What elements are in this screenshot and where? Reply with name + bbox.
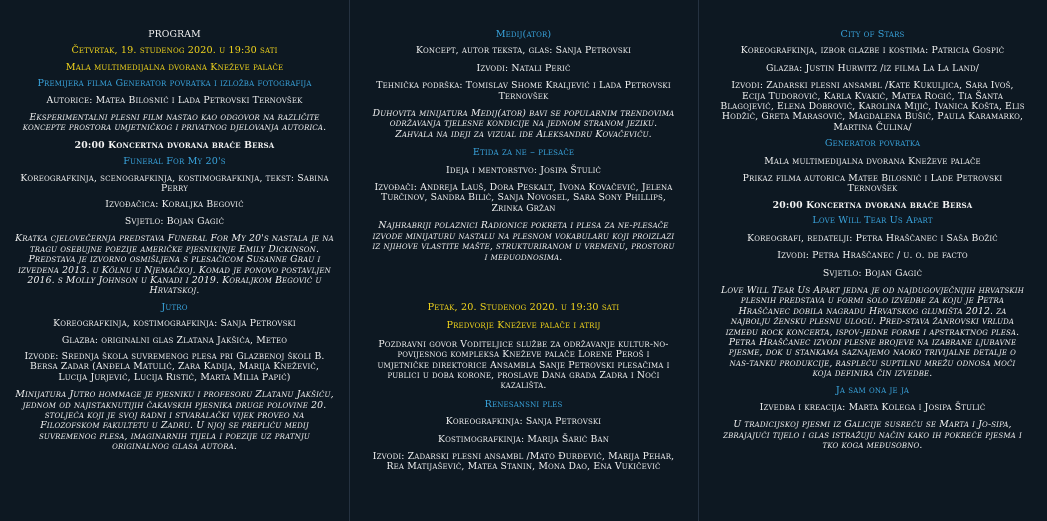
generator-time: 20:00 Koncertna dvorana braće Bersa: [772, 199, 973, 211]
etida-performers: Izvođači: Andreja Lauš, Dora Peskalt, Ivona Kovačević, Jelena Turčinov, Sandra Bilić, Sanja Novosel, Sara Sony Phillips, Zrinka Gržan: [374, 182, 673, 214]
jutro-performers: Izvode: Srednja škola suvremenog plesa pri Glazbenoj školi B. Bersa Zadar (Anđela Matulić, Zara Kadija, Marija Knežević, Lucija Jurjević, Lucija Ristić, Marta Milia Papić): [24, 350, 325, 383]
stars-performers: Izvodi: Zadarski plesni ansambl /Kate Kukuljica, Sara Ivoš, Ecija Tudorović, Karla Kvakić, Matea Rogić, Tia Šanta Blagojević, Elena Dobrović, Karolina Mijić, Ivanica Košta, Elis Hodžić, Greta Marasović, Magdalena Bušić, Paula Karamarko, Martina Čulina/: [720, 80, 1025, 133]
generator-venue: Mala multimedijalna dvorana Kneževe palače: [764, 155, 981, 167]
authors-line: Autorice: Matea Bilosnić i Lada Petrovski Ternovšek: [46, 94, 303, 106]
love-light: Svjetlo: Bojan Gagić: [822, 267, 923, 279]
funeral-description: Kratka cjelovečernja predstava Funeral For My 20's nastala je na tragu osebujne poezije američke pjesnikinje Emily Dickinson. Predstava je izvorno osmišljena s plesačicom Susanne Grau i izvedena 2013. u Kölnu u Njemačkoj. Komad je ponovo postavljen 2016. s Molly Johnson u Kanadi i 2019. Koraljkom Begović u Hrvatskoj.: [15, 233, 334, 297]
etida-title: Etida za ne – plesače: [472, 147, 575, 159]
program-heading: PROGRAM: [148, 29, 201, 40]
film-description: Eksperimentalni plesni film nastao kao odgovor na različite koncepte prostora umjetničkog i privatnog djelovanja autorica.: [22, 112, 327, 134]
stars-title: City of Stars: [840, 29, 905, 40]
medijator-description: Duhovita minijatura Medij(ator) bavi se popularnim trendovima održavanja tjelesne kondicije na jednom stranom jeziku. Zahvala na ideji za vizual ide Aleksandru Kovačeviću.: [372, 108, 675, 140]
premiere-title: Premijera filma Generator povratka i izložba fotografija: [37, 78, 312, 90]
renaissance-title: Renesansni ples: [484, 398, 563, 410]
column-left: [0, 0, 349, 521]
generator-film: Prikaz filma autorica Matee Bilosnić i Lade Petrovski Ternovšek: [742, 173, 1003, 195]
renaissance-performers: Izvodi: Zadarski plesni ansambl /Mato Đurđević, Marija Pehar, Rea Matijašević, Matea Stanin, Mona Dao, Ena Vukičević: [372, 450, 675, 473]
venue-atrium: Predvorje Kneževe palače i atrij: [446, 320, 601, 332]
ja-sam-creators: Izvedba i kreacija: Marta Kolega i Josipa Štulić: [759, 401, 986, 413]
jutro-music: Glazba: originalni glas Zlatana Jakšića, Meteo: [61, 334, 288, 346]
venue-small-hall: Mala multimedijalna dvorana Kneževe palače: [65, 61, 284, 73]
medijator-title: Medij(ator): [495, 29, 552, 40]
funeral-light: Svjetlo: Bojan Gagić: [124, 215, 225, 227]
love-title: Love Will Tear Us Apart: [812, 215, 933, 227]
date-thursday: Četvrtak, 19. studenog 2020. u 19:30 sati: [71, 45, 278, 57]
jutro-title: Jutro: [161, 301, 188, 313]
medijator-tech: Tehnička podrška: Tomislav Shome Kraljević i Lada Petrovski Ternovšek: [376, 80, 671, 102]
stars-music: Glazba: Justin Hurwitz /iz filma La La Land/: [765, 62, 980, 74]
medijator-performer: Izvodi: Natali Perić: [476, 62, 571, 74]
funeral-title: Funeral For My 20's: [123, 156, 226, 168]
jutro-choreographer: Koreografkinja, kostimografkinja: Sanja Petrovski: [53, 318, 296, 330]
renaissance-choreographer: Koreografkinja: Sanja Petrovski: [445, 416, 602, 428]
etida-idea: Ideja i mentorstvo: Josipa Štulić: [446, 164, 601, 176]
funeral-choreographer: Koreografkinja, scenografkinja, kostimografkinja, tekst: Sabina Perry: [20, 172, 329, 195]
jutro-description: Minijatura Jutro hommage je pjesniku i profesoru Zlatanu Jakšiću, jednom od najistaknutijih čakavskih pjesnika druge polovine 20. stoljeća koji je svoj radni i stvaralački vijek proveo na Filozofskom fakultetu u Zadru. U njoj se prepliću medij suvremenog plesa, imaginarnih tijela i poezije uz pratnju originalnog glasa autora.: [15, 389, 334, 453]
love-performer: Izvodi: Petra Hraščanec / u. o. de facto: [777, 250, 968, 262]
funeral-performer: Izvođačica: Koraljka Begović: [105, 199, 244, 211]
time-venue-line: 20:00 Koncertna dvorana braće Bersa: [74, 139, 275, 151]
medijator-concept: Koncept, autor teksta, glas: Sanja Petrovski: [415, 45, 632, 57]
column-right: [698, 0, 1047, 521]
love-description: Love Will Tear Us Apart jedna je od najdugovječnijih hrvatskih plesnih predstava u formi solo izvedbe za koju je Petra Hraščanec dobila nagradu Hrvatskog glumišta 2012. za najbolju žensku plesnu ulogu. Pred-stava žanrovski vrluda između rock koncerta, ispov-jedne forme i apstraktnog plesa. Petra Hraščanec izvodi plesne brojeve na izabrane ljubavne pjesme, dok u stankama saznajemo naoko trivijalne detalje o nas-tanku produkcije, raspleću suptilnu mrežu odnosa moći koja definira čin izvedbe.: [721, 284, 1024, 380]
etida-description: Najhrabriji polaznici Radionice pokreta i plesa za ne-plesače izvode minijaturu nastalu na plesnom vokabularu koji proizlazi iz njihove vlastite mašte, strukturiranom u vremenu, prostoru i međuodnosima.: [372, 220, 675, 263]
ja-sam-description: U tradicijskoj pjesmi iz Galicije susreću se Marta i Jo-sipa, zbrajajući tijelo i glas istražuju način kako ih pokreće pjesma i tko koga međusobno.: [723, 419, 1022, 452]
love-choreographers: Koreografi, redatelji: Petra Hraščanec i Saša Božić: [747, 232, 998, 244]
welcome-speech: Pozdravni govor Voditeljice službe za održavanje kultur-no-povijesnog kompleksa Kneževe palače Lorene Peroš i umjetničke direktorice Ansambla Sanje Petrovski plesačima i publici u doba korone, proslave Dana grada Zadra i Noći kazališta.: [377, 338, 670, 392]
generator-title: Generator povratka: [824, 138, 921, 150]
renaissance-costume: Kostimografkinja: Marija Šarić Ban: [438, 433, 609, 445]
column-middle: [349, 0, 698, 521]
ja-sam-title: Ja sam ona je ja: [835, 384, 910, 396]
date-friday: Petak, 20. Studenog 2020. u 19:30 sati: [427, 301, 620, 313]
stars-choreographer: Koreografkinja, izbor glazbe i kostima: Patricia Gospić: [740, 45, 1005, 57]
